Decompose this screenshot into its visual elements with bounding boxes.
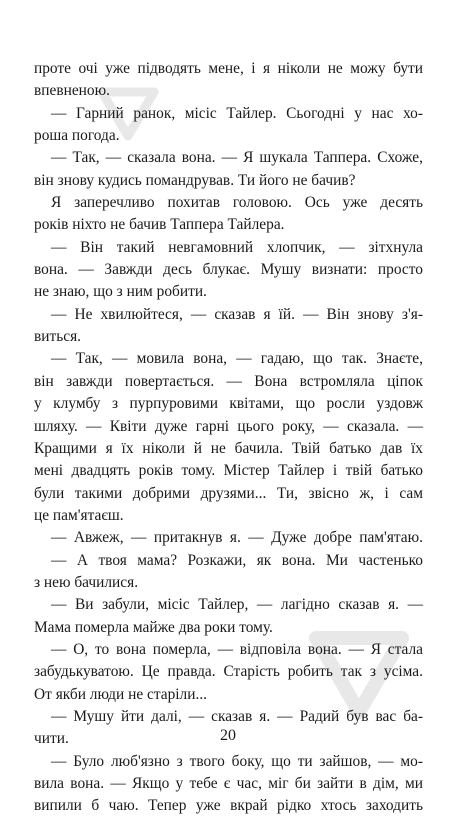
text-line: — Не хвилюйтеся, — сказав я їй. — Він знову з'я-	[51, 305, 423, 323]
text-line: випили б чаю. Тепер уже вкрай рідко хтось заходить	[34, 797, 423, 815]
text-line: — Гарний ранок, місіс Тайлер. Сьогодні у нас хо-	[51, 104, 423, 122]
text-line: Кращими я їх ніколи й не бачила. Твій батько дав їх	[34, 439, 423, 457]
text-line: роша погода.	[34, 127, 120, 145]
text-line: з нею бачилися.	[34, 573, 139, 591]
text-line: вона. — Завжди десь блукає. Мушу визнати: просто	[34, 261, 423, 279]
page-text	[34, 58, 423, 818]
text-line: не знаю, що з ним робити.	[34, 283, 207, 301]
text-line: — Так, — мовила вона, — гадаю, що так. Знаєте,	[51, 350, 423, 368]
text-line: виться.	[34, 328, 82, 346]
page-number: 20	[220, 727, 236, 744]
text-line: От якби люди не старіли...	[34, 685, 208, 703]
text-line: він завжди повертається. — Вона встромляла ціпок	[34, 372, 423, 390]
text-line: — А твоя мама? Розкажи, як вона. Ми частенько	[51, 551, 423, 569]
text-line: мені двадцять років тому. Містер Тайлер і твій батько	[34, 462, 423, 480]
text-line: — О, то вона померла, — відповіла вона. — Я стала	[51, 640, 423, 658]
text-line: — Було люб'язно з твого боку, що ти зайшов, — мо-	[51, 752, 423, 770]
text-line: Я заперечливо похитав головою. Ось уже десять	[51, 194, 423, 212]
text-line: чити.	[34, 730, 69, 748]
text-line: забудькуватою. Це правда. Старість робить так з усіма.	[34, 663, 423, 681]
text-line: років ніхто не бачив Таппера Тайлера.	[34, 216, 285, 234]
text-line: — Ви забули, місіс Тайлер, — лагідно сказав я. —	[51, 596, 423, 614]
text-line: вила вона. — Якщо у тебе є час, міг би зайти в дім, ми	[34, 775, 423, 792]
text-line: — Так, — сказала вона. — Я шукала Таппера. Схоже,	[51, 149, 423, 167]
text-line: шляху. — Квіти дуже гарні цього року, — сказала. —	[34, 417, 423, 435]
text-line: він знову кудись помандрував. Ти його не бачив?	[34, 171, 356, 189]
text-line: Мама померла майже два роки тому.	[34, 618, 273, 636]
text-line: були такими добрими друзями... Ти, звісно ж, і сам	[34, 484, 423, 502]
text-line: проте очі уже підводять мене, і я ніколи не можу бути	[34, 60, 423, 77]
text-line: — Авжеж, — притакнув я. — Дуже добре пам'ятаю.	[51, 529, 423, 547]
text-line: впевненою.	[34, 82, 110, 100]
text-line: у клумбу з пурпуровими квітами, що росли уздовж	[34, 395, 423, 413]
text-line: це пам'ятаєш.	[34, 506, 124, 524]
text-line: — Він такий невгамовний хлопчик, — зітхнула	[51, 238, 423, 256]
text-line: — Мушу йти далі, — сказав я. — Радий був вас ба-	[51, 707, 423, 725]
